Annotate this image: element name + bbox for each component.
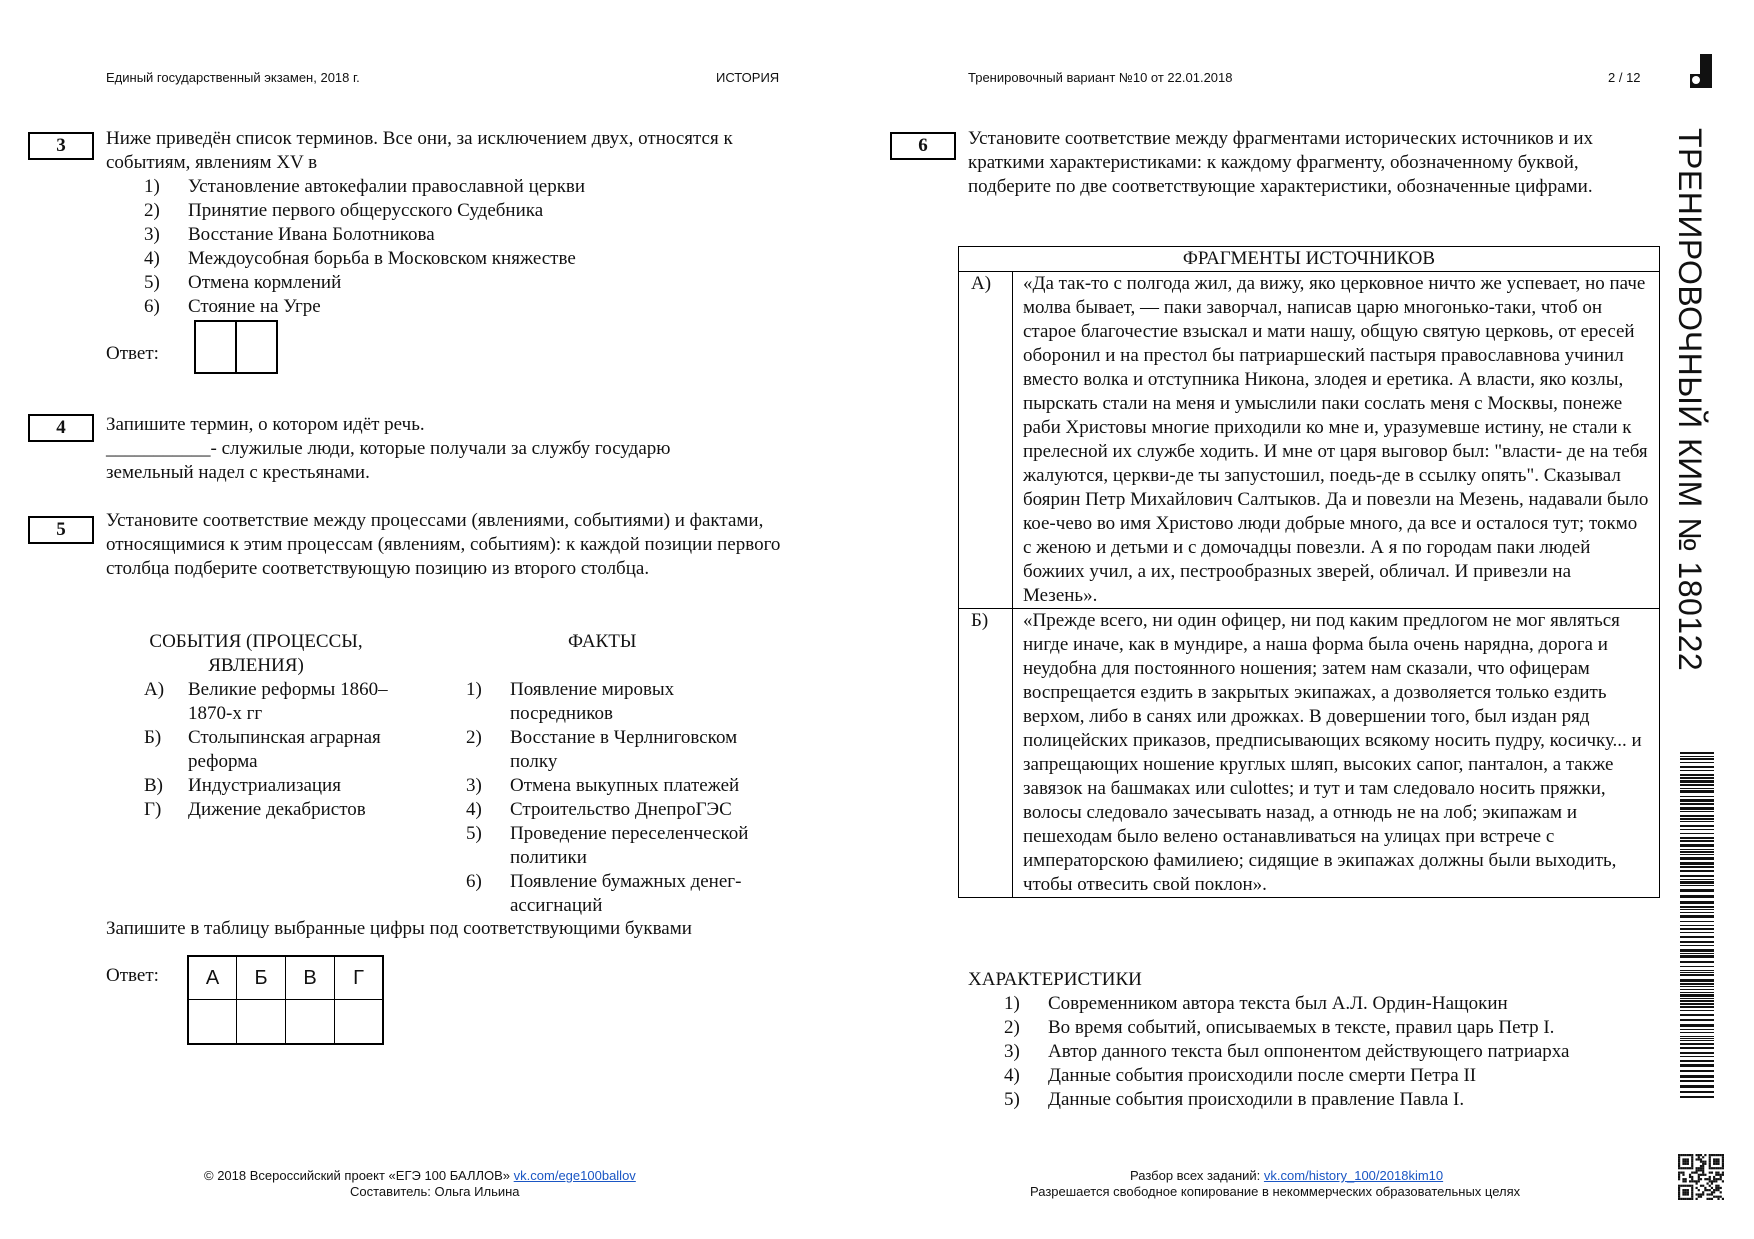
question-5-number-box: 5: [28, 516, 94, 544]
logo-mark-icon: [1690, 54, 1712, 88]
table-row: [959, 272, 1660, 609]
footer-left-line-1: [204, 1168, 636, 1183]
list-item: 1) Современником автора текста был А.Л. Ордин-Нащокин: [1004, 993, 1508, 1014]
list-item: 2) Восстание в Черлниговском полку: [466, 727, 738, 772]
question-4-line-1: Запишите термин, о котором идёт речь.: [106, 414, 425, 435]
answer-letter-a: А: [189, 957, 237, 1000]
question-5-answer-table: [187, 955, 384, 1045]
fragment-a-label: А): [959, 272, 1013, 609]
header-exam-title: Единый государственный экзамен, 2018 г.: [106, 70, 360, 85]
list-item: 5) Данные события происходили в правление Павла I.: [1004, 1089, 1465, 1110]
question-5-instruction: Запишите в таблицу выбранные цифры под соответствующими буквами: [106, 918, 692, 939]
footer-author: Составитель: Ольга Ильина: [350, 1184, 520, 1199]
list-item: 2) Принятие первого общерусского Судебника: [144, 200, 544, 221]
list-item: 4) Данные события происходили после смерти Петра II: [1004, 1065, 1477, 1086]
question-5-events-header: СОБЫТИЯ (ПРОЦЕССЫ, ЯВЛЕНИЯ): [149, 631, 363, 676]
list-item: 4) Междоусобная борьба в Московском княжестве: [144, 248, 576, 269]
question-3-number-box: 3: [28, 132, 94, 160]
barcode-image: [1680, 752, 1714, 1100]
answer-letter-b: Б: [237, 957, 286, 1000]
list-item: 4) Строительство ДнепроГЭС: [466, 799, 732, 820]
answer-cell-b[interactable]: [237, 1000, 286, 1043]
fragment-b-label: Б): [959, 609, 1013, 898]
table-row: [959, 609, 1660, 898]
question-6-intro: Установите соответствие между фрагментами исторических источников и их краткими характеристиками: к каждому фрагменту, обозначенному буквой, подберите по две соответствующие характеристики, обозначенные цифрами.: [968, 128, 1594, 197]
question-3-answer-label: Ответ:: [106, 343, 159, 364]
vertical-kim-title-text: ТРЕНИРОВОЧНЫЙ КИМ № 180122: [1672, 128, 1708, 672]
answer-letter-g: Г: [335, 957, 382, 1000]
list-item: 6) Стояние на Угре: [144, 296, 321, 317]
list-item: 6) Появление бумажных денег-ассигнаций: [466, 871, 742, 916]
question-3-term-list: [144, 175, 784, 319]
question-3-answer-cell-1[interactable]: [194, 320, 237, 374]
sources-table: [958, 246, 1660, 898]
footer-analysis-link[interactable]: vk.com/history_100/2018kim10: [1263, 1168, 1444, 1183]
question-5-answer-label: Ответ:: [106, 965, 159, 986]
list-item: 1) Установление автокефалии православной церкви: [144, 176, 586, 197]
header-subject: ИСТОРИЯ: [716, 70, 780, 85]
question-3-answer-cell-2[interactable]: [235, 320, 278, 374]
question-6-number-box: 6: [890, 132, 956, 160]
sources-table-header: ФРАГМЕНТЫ ИСТОЧНИКОВ: [959, 247, 1660, 272]
question-4-line-2: ___________- служилые люди, которые получали за службу государю: [106, 438, 671, 459]
footer-copyright: © 2018 Всероссийский проект «ЕГЭ 100 БАЛЛОВ»: [204, 1168, 511, 1183]
question-5-events-list: [144, 678, 424, 822]
list-item: 3) Автор данного текста был оппонентом действующего патриарха: [1004, 1041, 1570, 1062]
question-5-intro: Установите соответствие между процессами (явлениями, событиями) и фактами, относящимися к этим процессам (явлениям, событиям): к каждой позиции первого столбца подберите соответствующую позицию из второго столбца.: [106, 510, 781, 579]
answer-cell-a[interactable]: [189, 1000, 237, 1043]
question-5-facts-header: ФАКТЫ: [568, 631, 637, 652]
footer-analysis-label: Разбор всех заданий:: [1130, 1168, 1261, 1183]
question-5-facts-list: [466, 678, 776, 918]
list-item: 1) Появление мировых посредников: [466, 679, 675, 724]
characteristics-header: ХАРАКТЕРИСТИКИ: [968, 969, 1142, 990]
header-page-number: 2 / 12: [1608, 70, 1641, 85]
list-item: 5) Отмена кормлений: [144, 272, 342, 293]
characteristics-list: [1004, 992, 1664, 1112]
list-item: 5) Проведение переселенческой политики: [466, 823, 749, 868]
list-item: Б) Столыпинская аграрная реформа: [144, 727, 381, 772]
list-item: 3) Восстание Ивана Болотникова: [144, 224, 435, 245]
question-4-text: [106, 413, 796, 485]
vertical-kim-title: [1668, 128, 1708, 728]
list-item: 2) Во время событий, описываемых в тексте, правил царь Петр I.: [1004, 1017, 1555, 1038]
answer-cell-g[interactable]: [335, 1000, 382, 1043]
list-item: 3) Отмена выкупных платежей: [466, 775, 740, 796]
qr-code-image: [1678, 1154, 1724, 1200]
answer-letter-v: В: [286, 957, 335, 1000]
fragment-b-text: «Прежде всего, ни один офицер, ни под каким предлогом не мог являться нигде иначе, как в мундире, а наша форма была очень нарядна, дорога и неудобна для постоянного ношения; затем нам сказали, что офицерам воспрещается ездить в закрытых экипажах, а дозволяется только ездить верхом, либо в санях или дрожках. В довершении того, был издан ряд полицейских приказов, предписывающих всякому носить пудру, косичку... и запрещающих ношение круглых шляп, высоких сапог, панталон, а также завязок на башмаках или culottes; и тут и там следовало носить пряжки, волосы следовало зачесывать назад, а отнюдь не на лоб; экипажам и пешеходам было велено останавливаться на улицах при встрече с императорскою фамилиею; сидящие в экипажах должны были выходить, чтобы отвесить свой поклон».: [1013, 609, 1660, 898]
question-3-intro: Ниже приведён список терминов. Все они, за исключением двух, относятся к событиям, явлениям XV в: [106, 128, 733, 173]
question-4-number-box: 4: [28, 414, 94, 442]
footer-copy-note: Разрешается свободное копирование в некоммерческих образовательных целях: [1030, 1184, 1521, 1199]
footer-right-line-1: [1130, 1168, 1443, 1183]
list-item: Г) Дижение декабристов: [144, 799, 366, 820]
list-item: В) Индустриализация: [144, 775, 341, 796]
list-item: А) Великие реформы 1860–1870-х гг: [144, 679, 388, 724]
question-4-line-3: земельный надел с крестьянами.: [106, 462, 370, 483]
answer-cell-v[interactable]: [286, 1000, 335, 1043]
fragment-a-text: «Да так-то с полгода жил, да вижу, яко церковное ничто же успевает, но паче молва бывает, — паки заворчал, написав царю многонько-таки, чтоб он старое благочестие взыскал и мати нашу, общую святую церковь, от ересей оборонил и на престол бы патриаршеский пастыря православнова учинил вместо волка и отступника Никона, злодея и еретика. А власти, яко козлы, пырскать стали на меня и умыслили паки сослать меня с Москвы, понеже раби Христовы многие приходили ко мне и, уразумевше истину, не стали к прелесной их службе ходить. И мне от царя выговор был: "власти- де на тебя жалуются, церкви-де ты запустошил, поедь-де в ссылку опять". Сказывал боярин Петр Михайлович Салтыков. Да и повезли на Мезень, надавали было кое-чево во имя Христово люди добрые много, да все и осталося тут; токмо с женою и детьми и с домочадцы повезли. А я по городам паки людей божиих учил, а их, пестрообразных зверей, обличал. И привезли на Мезень».: [1013, 272, 1660, 609]
footer-vk-link[interactable]: vk.com/ege100ballov: [513, 1168, 636, 1183]
header-variant: Тренировочный вариант №10 от 22.01.2018: [968, 70, 1233, 85]
table-header-row: [959, 247, 1660, 272]
